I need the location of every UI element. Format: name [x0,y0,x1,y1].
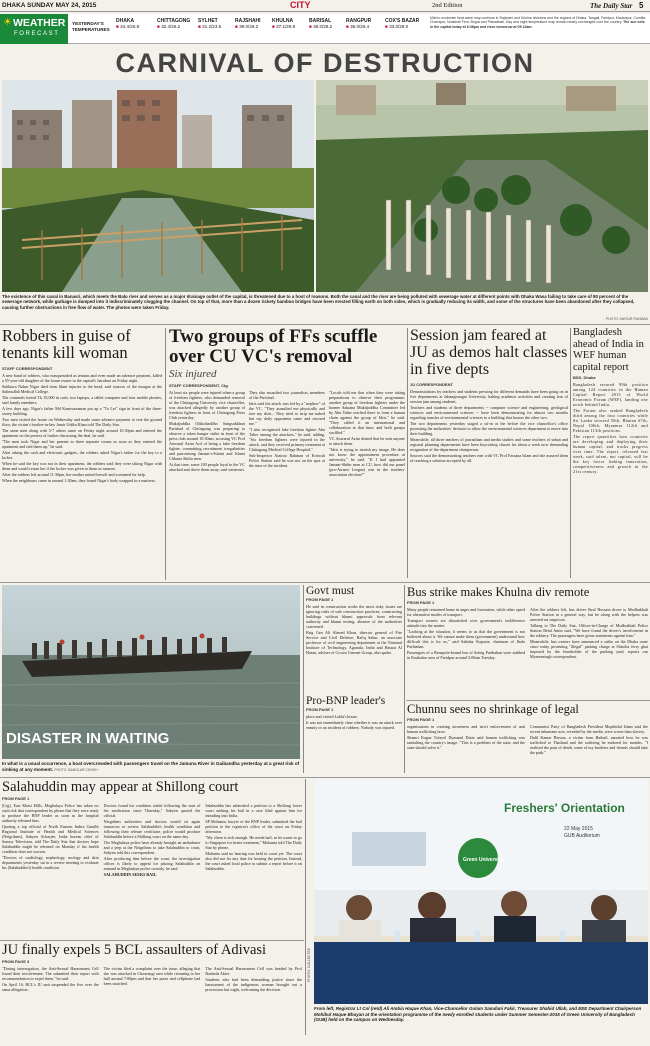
city-temps-value: 35.0/26.4 [350,24,370,29]
city-name: DHAKA [116,18,135,24]
city-temps-value: 36.0/28.2 [313,24,333,29]
paragraph: [Ctg], East Khasi Hills, Meghalaya Police has taken no such risk that correspondent by phone that they were ready to produce the BNP leader as soon as the hospital authority released him. [2,803,99,823]
yesterday-label: YESTERDAY'S TEMPERATURES [72,21,110,32]
orientation-caption [314,1006,648,1036]
weather-badge [0,14,68,44]
paragraph: Dalil Kamar Biswas, a victim from Bathail, narrated how he was trafficked to Thailand and the suffering he endured for months. "I realised the pain of death, some of my brothers and friends should take the path." [530,735,648,755]
thermometer-icon: ■ [309,24,312,29]
weather-badge-title: WEATHER [13,17,66,29]
paragraph: Shamri Kagaz Tofayel Dyasmul Dutta said human trafficking was tarnishing the country's image. "This is a problem of the state, and the state should solve it." [407,735,525,750]
story-headline: Salahuddin may appear at Shillong court [2,779,239,795]
story-headline: Robbers in guise of tenants kill woman [2,326,131,362]
city-temps-value: 37.1/28.8 [276,24,296,29]
story-headline: Bangladesh ahead of India in WEF human capital report [573,327,644,373]
thermometer-icon: ■ [157,24,160,29]
paragraph: SP Mohanta, lawyer of the BNP leader, submitted the bail petition to the registrar's office of the court on Friday afternoon. [205,819,302,834]
edition-label: 2nd Edition [432,2,463,9]
city-temp [346,18,371,29]
story-body [410,389,568,559]
page-number: 5 [639,1,644,10]
story-ffs [169,327,405,540]
paragraph: On April 16, BCL's JU unit suspended the five over the same allegation. [2,982,99,992]
city-temp [385,18,419,29]
paragraph: The victim filed a complaint over the issue, alleging that she was attacked in Chourangi area while returning to her hall around 7:00pm and that her purse and cellphone had been snatched. [103,966,201,986]
story-byline: BSS, Dhaka [573,375,596,380]
paragraph: Passengers of a Benapole-bound bus of Soheg Paribahan were stabbed in Kaukahar area of Faridpur around 3:00am Tuesday. [407,650,525,660]
paragraph: "Doctors of cardiology, nephrology, urology and skin departments yesterday sat in a review meeting to evaluate his [Salahuddin's] health condition. [2,855,99,870]
city-temp [272,18,295,29]
story-headline: Bus strike makes Khulna div remote [407,585,590,599]
city-temp [309,18,332,29]
story-body [407,724,648,784]
banner-venue: GUB Auditorium [564,833,600,839]
thermometer-icon: ■ [116,24,119,29]
paragraph: The Anti-Sexual Harassment Cell was headed by Prof Rasheda Akter. [205,966,302,976]
city-temps-value: 34.4/26.8 [120,24,140,29]
paragraph: He said in construction works the most risky issues are ignoring rules of safe construction practices; constructing buildings without bhumi approvals from relevant authority and bhumi testing; absence of the authorities concerned. [306,604,402,629]
story-ju-expels [2,942,302,1046]
paragraph: Quoting a top official of North Eastern Indira Gandhi Regional Institute of Health and Medical Sciences (Neigrihms), Sabyen Acharjee, India bureau chief of Somoy Television, told The Daily Star that doctors hope Salahuddin might be released on Monday if his health condition does not worsen. [2,824,99,854]
city-name: CHITTAGONG [157,18,191,24]
weather-badge-subtitle: FORECAST [14,31,60,37]
city-temp [157,18,190,29]
paragraph: At least six people were injured when a group of freedom fighters, who demanded removal of the Chittagong University vice chancellor, was attacked allegedly by another group of freedom fighters in front of Chittagong Press Club yesterday. [169,390,245,420]
paragraph: Sources said the demonstrating teachers met with VC Prof Farzana Islam and she assured them of reaching a solution accepted by all. [410,453,568,463]
paragraph: "Locals told me that when they were taking preparations to observe their programme, another group of freedom fighters under the banner Sakrana Muktijoddha Committee led by Abu Taher reached there to form a human chain against the group of Idris," he said. "They called it an international and collaboration at that time, and both groups scuffled." [329,390,405,435]
boat-caption [2,761,300,773]
boat-credit: PHOTO: BANGLAR CHOKH [54,767,98,772]
paragraph: "During interrogation, the Anti-Sexual Harassment Cell found their involvement. The submitted their report with recommendation to expel them," he said. [2,966,99,981]
orientation-photo [314,780,648,1004]
paragraph: The same men along with 5-7 others came on Friday night around 10:30pm and entered the apartment on the pretext of further discussing the deal, he said. [2,428,162,438]
masthead [0,0,650,12]
city-temps-value: 32.4/26.2 [161,24,181,29]
sun-icon: ☀ [3,17,12,28]
paragraph: When he said the key was not in their apartment, the robbers said they were taking Nigar with them and would return her if the locker was given to them as ransom. [2,461,162,471]
paragraph: Meanwhile, bus owners have announced a strike on the Dhaka route since today protesting "illegal" parking charge at Shirolia ferry ghat imposed by the leaseholder of the parking yard, reports our Mymensingh correspondent. [530,639,648,659]
boat-photo [2,585,300,759]
story-headline: Govt must [306,585,355,597]
city-temp [198,18,221,29]
story-byline: STAFF CORRESPONDENT [2,366,53,371]
lead-credit: PHOTO: ANISUR RAHMAN [605,317,648,321]
paragraph: Many people remained home in anger and frustration, while other opted for alternative modes of transport. [407,607,525,617]
paragraph: The criminals looted Tk 35,000 in cash, two laptops, a tablet computer and four mobile phones, said family members. [2,395,162,405]
paragraph: Neigrihms authorities and doctors would sit again tomorrow to review Salahuddin's health condition and following their release certificate, police would produce Salahuddin before a Shillong court on the same day. [103,819,201,839]
paragraph: Two men visited the house on Wednesday and made some advance payment to rent the ground floor, the victim's brother-in-law Jamir Uddin Khan told The Daily Star. [2,417,162,427]
banner-title: Freshers' Orientation [504,801,625,815]
side-credit: PHOTO: COLLECTED [307,947,311,982]
paragraph: Demonstrations by teachers and students pressing for different demands have been going on in five departments at Jahangirnagar University, halting academic activities and creating fear of session jam among students. [410,389,568,404]
thermometer-icon: ■ [235,24,238,29]
city-name: RAJSHAHI [235,18,261,24]
paragraph: After the robbers left around 11:30pm, her mother untied herself and screamed for help. [2,472,146,477]
logo-text: Green University [463,857,504,863]
paragraph: "Looking at the situation, it seems to us that the government is not bothered about it. We cannot make them (government) understand how difficult this is for us," said Sahidur Kapasia, chairman of Jhalo Paribahan. [407,629,525,649]
paragraph: "I also recognised fake freedom fighter Abu Taher among the attackers," he said, adding, "Six freedom fighters were injured in the attack, and they received primary treatment at Chittagong Medical College Hospital." [249,427,325,452]
paragraph: Bangladesh secured 99th position among 124 countries in the Human Capital Report 2015 of World Economic Forum (WEF), landing one notch behind India. [573,382,648,407]
paragraph: Sukhtara Nahar Nigar died from blunt injuries to the head, said sources of the morgue at the Salimullah Medical College. [2,384,162,394]
city-name: COX'S BAZAR [385,18,420,24]
city-name: BARISAL [309,18,332,24]
paragraph: A new band of robbers, who masqueraded as tenants and even made an advance payment, killed a 55-year-old daughter of the house owner in the capital's Jatrabari on Friday night. [2,373,162,383]
story-subhead: Six injured [169,368,217,380]
paragraph: The two departments yesterday staged a sit-in at the before the vice chancellor's office protesting the authorities' decision to allow the environmental sciences department to move into their building. [410,421,568,436]
paragraph: A few days ago, Nigar's father Md Kamruzzaman put up a "To Let" sign in front of the three-storey building. [2,406,162,416]
canal-photo-right [316,80,648,292]
paragraph: Meanwhile, all three teachers of journalism and media studies and some teachers of urban and regional planning departments have been boycotting classes for about a week now demanding resignation of the department chairperson. [410,437,568,452]
paragraph: Salahuddin has submitted a petition to a Shillong lower court seeking his bail in a case filed against him for intruding into India. [205,803,302,818]
story-body [306,604,402,692]
paragraph: "Idris is trying to tarnish my image. He does not know the appointment procedure at university," he said. "If I had appointed Jamaat-Shibir men at CU, how did our panel (pro-Awami League) win in the teachers' association election?" [329,447,405,477]
paragraph: At that time, some 100 people loyal to the VC attacked and drove them away, said witnesses. They also assaulted two journalists, members of the Parishad. [169,390,325,472]
story-body [2,966,302,1046]
story-headline: Session jam feared at JU as demos halt classes in five depts [410,327,568,378]
lead-headline-wrap [0,48,650,79]
city-temps-value: 31.2/23.5 [202,24,222,29]
city-temps-value: 33.0/28.0 [389,24,409,29]
lead-headline: CARNIVAL OF DESTRUCTION [115,48,535,78]
paragraph: Muktijoddha Oikkobaddho Sangsokkhon Parishad of Chittagong was preparing to observe a token hunger strike in front of the press club around 10:30am, accusing VC Prof Anwarul Azim Arif of being a fake freedom fighter, committing recruitment irregularities and patronising Jamaat-e-Islami and Islami Chhatra Shibir men. [169,421,245,461]
story-body [573,382,648,557]
city-name: KHULNA [272,18,294,24]
dateline: DHAKA SUNDAY MAY 24, 2015 [2,2,97,9]
orientation-caption-text: From left, Registrar Lt Col (retd) Ali Ambia Haque Khan, Vice-Chancellor Golam Samdani Fakir, Treasurer Shahid Ullah, and EEE Department Chairperson Mohibul Haque Bhuyan at the orientation programme of the newly enrolled students under Summer Semester-2015 of Green University of Bangladesh (GUB) held on the campus on Wednesday. [314,1006,642,1023]
paragraph: Mohanta said no hearing was held in court yet. The court also did not fix any date for hearing the petition. Instead, the court asked local police to submit a report before it on Salahuddin. [205,851,302,871]
paragraph: After the robbers left, bus driver Sirul Hossain drove to Modhukhali Police Station in a general way, but he along with the helpers was arrested on suspicion. [530,607,648,622]
story-govt [306,585,402,752]
thermometer-icon: ■ [346,24,349,29]
story-headline: Chunnu sees no shrinkage of legal [407,702,579,716]
story-headline: Two groups of FFs scuffle over CU VC's removal [169,326,378,367]
forecast-text: Mild to moderate heat wave may continue in Rajshahi and Khulna divisions and the regions of Dhaka, Tangail, Faridpur, Madaripur, Comilla, Chandpur, Noakhali Feni, Bogra and Patuakhali. Day and night temperature may remain nearly unchanged over the country. [430,16,647,25]
paragraph: It was not immediately clear whether it was an attack over enmity or an incident of robbery. Nobody was injured. [306,720,402,730]
story-body [169,390,405,540]
story-chunnu [407,702,648,784]
paragraph: Students who had been demanding justice since the harassment of the indigenous woman brought out a procession last night, welcoming the decision. [205,977,302,992]
story-ju [410,327,568,559]
story-jump: FROM PAGE 3 [2,959,30,964]
lead-caption-text: The existence of this canal in Banasri, which meets the Balu river and serves as a major drainage outlet of the capital, is threatened due to a host of reasons. Both the canal and the river are being polluted with sewerage water at different points with Dhaka Wasa failing to take care of 80 percent of the sewerage network, while garbage is dumped into it indiscriminately clogging the channel. On top of that, more than a dozen rickety bamboo bridges have been erected filling earth on both sides, which is gradually reducing its width, and some of the structures have been abandoned after they collapsed, causing further obstructions in free flow of water. The photos were taken Friday. [2,294,635,310]
story-jump: FROM PAGE 1 [2,796,30,801]
story-bus [407,585,648,703]
city-temp [116,18,139,29]
story-byline: STAFF CORRESPONDENT, Ctg [169,383,228,388]
banner-date: 22 May 2015 [564,826,593,832]
paragraph: VC Anwarul Azim denied that he sent anyone to attack them. [329,436,405,446]
city-temps-value: 39.0/28.2 [239,24,259,29]
canal-photo-left [2,80,314,292]
paragraph: organisations in creating awareness and strict enforcement of anti human trafficking laws. [407,724,525,734]
paragraph: Talking to The Daily Star, Officer-in-Charge of Modhukhali Police Station Belal Amin said, "We have found the driver's involvement in the robbery. The passengers have given statements against him." [530,623,648,638]
paragraph: place and visited Lakhi's house. [306,714,359,719]
story-jump: FROM PAGE 1 [306,597,334,602]
story-robbers [2,327,162,540]
paragraph: Teachers and students of three departments -- computer science and engineering, geological sciences and environmental sciences -- have been demonstrating for almost two months regarding transfer of environmental sciences to a building that houses the other two. [410,405,568,420]
paragraph: The report quantifies how countries are developing and deploying their human capital, and tracks progress over time. The report, released last week, said talent, not capital, will be the key factor linking innovation, competitiveness and growth in the 21st century. [573,434,648,474]
weather-forecast [430,16,648,43]
story-body [2,373,162,540]
story-byline: JU CORRESPONDENT [410,382,453,387]
city-name: SYLHET [198,18,218,24]
story-jump: FROM PAGE 1 [407,717,435,722]
paragraph: When the neighbours came in around 1:30am, they found Nigar's body wrapped in a mattress. [2,478,156,483]
paragraph: "The men took Nigar and her parents to three separate rooms as soon as they entered the apartment and tied them up," he said. [2,439,162,449]
story-jump: FROM PAGE 1 [306,707,334,712]
paragraph: After producing him before the court, the investigation officer is likely to appeal for placing Salahuddin on remand in Meghalaya police custody, he said. [103,856,201,871]
thermometer-icon: ■ [385,24,388,29]
paragraph: The Meghalaya police have already brought an ambulance and a jeep at the Neigrihms to take Salahuddin to court, Sabyen told this correspondent. [103,840,201,855]
story-bangladesh [573,327,648,557]
paragraph: Transport owners are dissatisfied over government's indifference attitude into the matter. [407,618,525,628]
story-salahuddin [2,779,302,943]
thermometer-icon: ■ [272,24,275,29]
section-name: CITY [290,0,311,10]
paragraph: "My client is sick enough. He needs bail, as he wants to go to Singapore for better treatment," Mohanta told The Daily Star by phone. [205,835,302,850]
weather-strip [0,14,650,44]
paragraph: Idris said the attack was led by a "nephew" of the VC. "They assaulted me physically and tore my shirt... They tried to strip me naked but my daily opponents came and rescued me." [249,401,325,426]
paragraph: Sub-Inspector Ataiour Rahman of Kotwali Police Station said he was not on the spot at the time of the incident. [249,453,325,468]
story-headline: Pro-BNP leader's [306,695,386,707]
boat-caption-text: In what is a usual occurrence, a boat overcrowded with passengers travel on the Jamuna River in Gaibandha yesterday at a great risk of sinking at any moment. [2,761,300,772]
paragraph: Brig Gen Ali Ahmed Khan, director general of Fire Service and Civil Defence, Rafiq Sabur, an associate professor of civil engineering department at the National Institute of Technology, Agartala, India and Hasnat Al Hasan, adviser of Crown Cement Group, also spoke. [306,630,402,655]
photo-label: DISASTER IN WAITING [6,730,170,747]
side-credit-wrap [307,832,313,982]
sun-times: The sun sets in the capital today at 6:36pm and rises tomorrow at 05:13am. [430,20,645,29]
story-headline: JU finally expels 5 BCL assaulters of Adivasi [2,942,267,958]
city-temp [235,18,261,29]
story-body [407,607,648,703]
thermometer-icon: ■ [198,24,201,29]
city-name: RANGPUR [346,18,372,24]
paper-name: The Daily Star [590,1,633,10]
paragraph: The Forum also ranked Bangladesh third among the four countries while Sri Lanka secured 50th, Bhutan 67th, Nepal 106th, Myanmar 112th and Pakistan 113th positions. [573,408,648,433]
subhead: SALAHUDDIN SEEKS BAIL [103,872,157,877]
paragraph: After taking the cash and electronic gadgets, the robbers asked Nigar's father for the key to a locker. [2,450,162,460]
story-jump: FROM PAGE 1 [407,600,435,605]
paragraph: Doctors found his condition stable following the start of his medication since Thursday," Sabyen quoted the official. [103,803,201,818]
story-body [2,803,302,943]
paragraph: Communist Party of Bangladesh President Mujahidul Islam said the recent inhumane acts, revealed by the media, were worse than slavery. [530,724,648,734]
story-body [306,714,402,752]
